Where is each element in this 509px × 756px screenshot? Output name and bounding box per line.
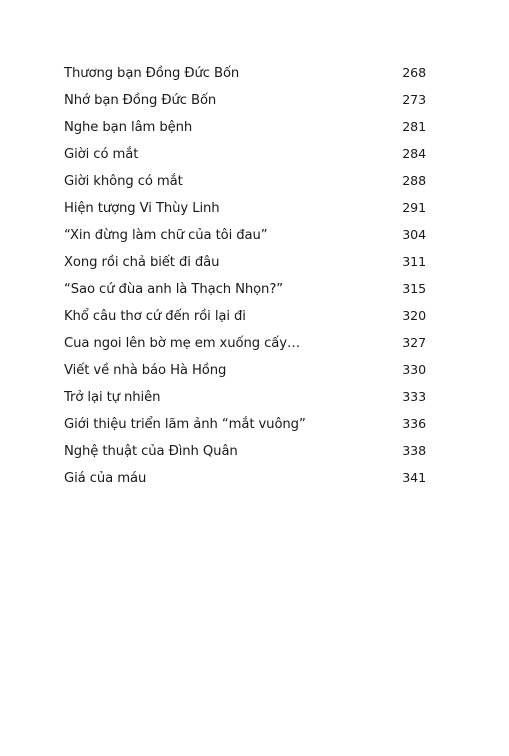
toc-entry <box>64 248 426 275</box>
table-of-contents <box>64 59 426 491</box>
toc-entry-page: 320 <box>402 308 426 323</box>
toc-entry-page: 281 <box>402 119 426 134</box>
toc-entry-title: Thương bạn Đồng Đức Bốn <box>64 66 240 81</box>
toc-entry <box>64 221 426 248</box>
toc-entry <box>64 383 426 410</box>
toc-entry-title: “Xin đừng làm chữ của tôi đau” <box>64 228 268 243</box>
toc-entry-page: 273 <box>402 92 426 107</box>
toc-entry-title: Trở lại tự nhiên <box>64 390 161 405</box>
toc-entry-page: 333 <box>402 389 426 404</box>
toc-entry <box>64 113 426 140</box>
toc-entry <box>64 464 426 491</box>
toc-entry-page: 291 <box>402 200 426 215</box>
toc-entry <box>64 86 426 113</box>
toc-entry-title: Viết về nhà báo Hà Hồng <box>64 363 227 378</box>
toc-entry-title: Cua ngoi lên bờ mẹ em xuống cấy… <box>64 336 301 351</box>
toc-entry-page: 330 <box>402 362 426 377</box>
toc-entry-page: 304 <box>402 227 426 242</box>
toc-entry-title: Giá của máu <box>64 471 147 486</box>
toc-entry <box>64 410 426 437</box>
toc-entry-page: 315 <box>402 281 426 296</box>
toc-entry-title: Xong rồi chả biết đi đâu <box>64 255 220 270</box>
toc-entry <box>64 437 426 464</box>
toc-entry-page: 327 <box>402 335 426 350</box>
toc-entry-title: Hiện tượng Vi Thùy Linh <box>64 201 220 216</box>
toc-entry <box>64 302 426 329</box>
toc-entry-page: 288 <box>402 173 426 188</box>
toc-entry-page: 336 <box>402 416 426 431</box>
toc-entry-page: 284 <box>402 146 426 161</box>
toc-entry-title: Giời có mắt <box>64 147 139 162</box>
toc-entry-title: Nghệ thuật của Đình Quân <box>64 444 238 459</box>
toc-entry-title: “Sao cứ đùa anh là Thạch Nhọn?” <box>64 282 283 297</box>
toc-entry-title: Giời không có mắt <box>64 174 183 189</box>
toc-entry <box>64 194 426 221</box>
toc-entry-title: Giới thiệu triển lãm ảnh “mắt vuông” <box>64 417 306 432</box>
toc-entry <box>64 167 426 194</box>
toc-entry <box>64 140 426 167</box>
toc-entry-page: 341 <box>402 470 426 485</box>
toc-entry <box>64 275 426 302</box>
toc-entry <box>64 59 426 86</box>
toc-entry-title: Nhớ bạn Đồng Đức Bốn <box>64 93 217 108</box>
toc-entry-page: 311 <box>402 254 426 269</box>
toc-entry-page: 338 <box>402 443 426 458</box>
toc-entry <box>64 329 426 356</box>
toc-entry-title: Nghe bạn lâm bệnh <box>64 120 193 135</box>
toc-entry-page: 268 <box>402 65 426 80</box>
toc-entry <box>64 356 426 383</box>
toc-entry-title: Khổ câu thơ cứ đến rồi lại đi <box>64 309 246 324</box>
